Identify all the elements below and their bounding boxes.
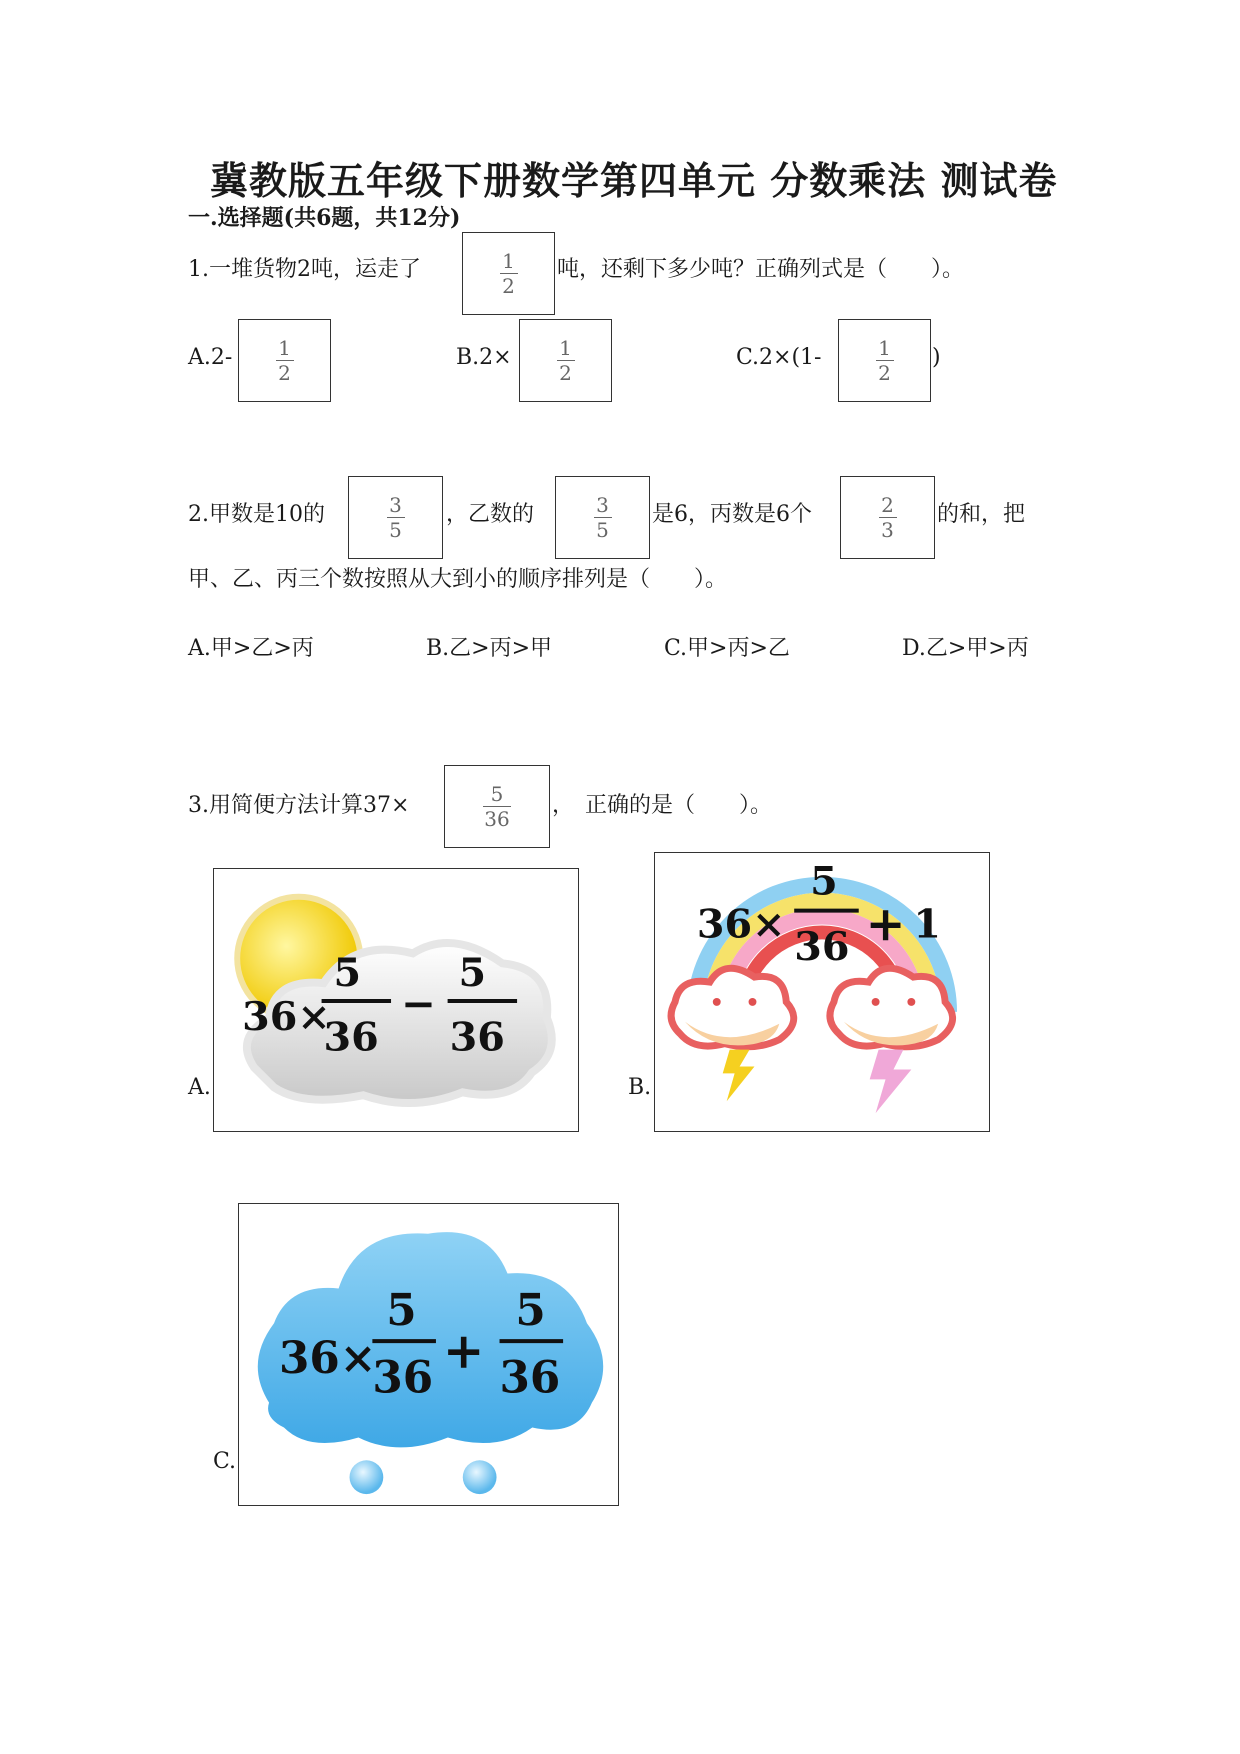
img-c-num1: 5 [386,1285,417,1337]
q2-option-d: D.乙>甲>丙 [902,636,1029,661]
q3-text-a: 3.用简便方法计算37× [188,793,410,818]
img-a-op: − [400,978,436,1028]
q1-option-c-prefix: C.2×(1- [736,345,822,370]
q3-fraction: $\frac{5}{36}$ [484,782,510,831]
page-title: 冀教版五年级下册数学第四单元 分数乘法 测试卷 [210,158,1058,203]
img-b-whole: 36× [696,901,786,948]
q2-fraction-1: $\frac{3}{5}$ [387,494,405,541]
q2-text-c: 是6，丙数是6个 [652,502,812,527]
q3-option-a-image [213,868,579,1132]
q1-option-a-fraction-box [238,319,331,402]
q2-option-b: B.乙>丙>甲 [426,636,553,661]
section-heading: 一.选择题(共6题，共12分) [188,205,461,231]
rainbow-illustration [655,853,989,1131]
q1-option-c-fraction: $\frac{1}{2}$ [876,337,894,384]
sun-cloud-illustration [214,869,578,1131]
q2-text-d: 的和，把 [937,502,1026,527]
q1-option-a-fraction: $\frac{1}{2}$ [276,337,294,384]
img-b-num1: 5 [810,858,838,905]
blue-cloud-illustration [239,1204,618,1505]
img-b-tail: 1 [913,901,941,948]
img-b-den1: 36 [794,924,850,971]
q3-option-c-image [238,1203,619,1506]
q1-option-b-fraction: $\frac{1}{2}$ [557,337,575,384]
q3-fraction-box [444,765,550,848]
img-c-op: + [442,1320,485,1380]
q2-fraction-1-box [348,476,443,559]
q1-option-c-suffix: ) [932,345,941,370]
q1-text-a: 1.一堆货物2吨，运走了 [188,257,421,282]
img-c-den2: 36 [499,1352,561,1404]
q2-fraction-3: $\frac{2}{3}$ [879,494,897,541]
q2-line-2: 甲、乙、丙三个数按照从大到小的顺序排列是（ ）。 [188,567,728,592]
q1-text-b: 吨，还剩下多少吨？正确列式是（ ）。 [557,257,965,282]
img-a-num1: 5 [333,950,362,997]
q1-option-a-prefix: A.2- [188,345,233,370]
img-c-den1: 36 [372,1352,434,1404]
q2-fraction-3-box [840,476,935,559]
img-b-op: + [865,896,906,953]
q3-option-a-label: A. [188,1075,211,1100]
q2-option-c: C.甲>丙>乙 [664,636,790,661]
img-c-whole: 36× [278,1332,377,1384]
q2-fraction-2-box [555,476,650,559]
q2-text-a: 2.甲数是10的 [188,502,325,527]
img-a-den1: 36 [323,1014,379,1061]
img-a-whole: 36× [242,993,331,1040]
q2-fraction-2: $\frac{3}{5}$ [594,494,612,541]
q3-option-b-image [654,852,990,1132]
q3-text-b: ， 正确的是（ ）。 [552,793,773,818]
q3-option-c-label: C. [213,1449,237,1474]
q2-text-b: ，乙数的 [446,502,535,527]
img-c-num2: 5 [515,1285,546,1337]
q1-option-b-prefix: B.2× [456,345,512,370]
img-a-den2: 36 [449,1014,505,1061]
q1-fraction-box [462,232,555,315]
q3-option-b-label: B. [628,1075,652,1100]
q1-fraction: $\frac{1}{2}$ [500,250,518,297]
q1-option-c-fraction-box [838,319,931,402]
q1-option-b-fraction-box [519,319,612,402]
img-a-num2: 5 [458,950,487,997]
q2-option-a: A.甲>乙>丙 [188,636,314,661]
